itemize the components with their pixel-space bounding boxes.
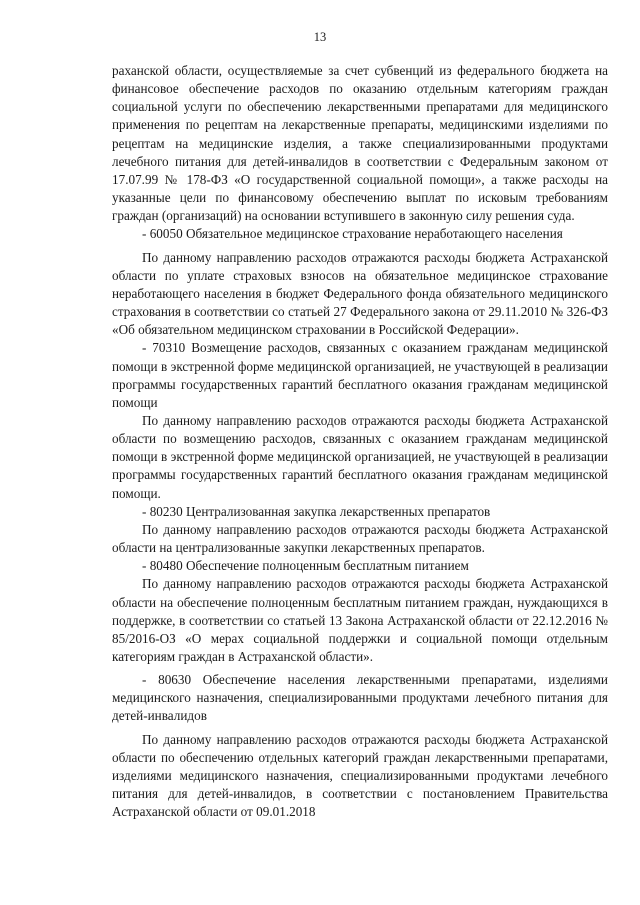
paragraph-80630-description: По данному направлению расходов отражаются расходы бюджета Астраханской области по обеспечению отдельных категорий граждан лекарственными препаратами, изделиями медицинского назначения, специализированными продуктами лечебного питания для детей-инвалидов, в соответствии с постановлением Правительства Астраханской области от 09.01.2018 [112,731,608,820]
section-heading-80480: - 80480 Обеспечение полноценным бесплатным питанием [142,558,469,574]
paragraph-60050-description: По данному направлению расходов отражаются расходы бюджета Астраханской области по уплате страховых взносов на обязательное медицинское страхование неработающего населения в бюджет Федерального фонда обязательного медицинского страхования в соответствии со статьей 27 Федерального закона от 29.11.2010 № 326-ФЗ «Об обязательном медицинском страховании в Российской Федерации». [112,249,608,338]
paragraph-continuation: раханской области, осуществляемые за счет субвенций из федерального бюджета на финансовое обеспечение расходов по оказанию отдельным категориям граждан социальной услуги по обеспечению лекарственными препаратами для медицинского применения по рецептам на лекарственные препараты, медицинскими изделиями по рецептам на медицинские изделия, а также специализированными продуктами лечебного питания для детей-инвалидов в соответствии с Федеральным законом от 17.07.99 № 178-ФЗ «О государственной социальной помощи», а также расходы на указанные цели по финансовому обеспечению выплат по исковым требованиям граждан (организаций) на основании вступившего в законную силу решения суда. [112,63,608,224]
paragraph-80230-description: По данному направлению расходов отражаются расходы бюджета Астраханской области на централизованные закупки лекарственных препаратов. [112,521,608,556]
section-heading-70310: - 70310 Возмещение расходов, связанных с оказанием гражданам медицинской помощи в экстренной форме медицинской организацией, не участвующей в реализации программы государственных гарантий бесплатного оказания гражданам медицинской помощи [112,340,608,410]
paragraph-80480-description: По данному направлению расходов отражаются расходы бюджета Астраханской области на обеспечение полноценным бесплатным питанием граждан, нуждающихся в поддержке, в соответствии со статьей 13 Закона Астраханской области от 22.12.2016 № 85/2016-ОЗ «О мерах социальной поддержки и социальной помощи отдельным категориям граждан в Астраханской области». [112,576,608,664]
paragraph-70310-description: По данному направлению расходов отражаются расходы бюджета Астраханской области по возмещению расходов, связанных с оказанием гражданам медицинской помощи в экстренной форме медицинской организацией, не участвующей в реализации программы государственных гарантий бесплатного оказания гражданам медицинской помощи. [112,412,608,501]
document-body [112,62,608,821]
page-number: 13 [313,30,327,44]
section-heading-80630: - 80630 Обеспечение населения лекарственными препаратами, изделиями медицинского назначения, специализированными продуктами лечебного питания для детей-инвалидов [112,672,608,724]
section-heading-60050: - 60050 Обязательное медицинское страхование неработающего населения [142,226,563,242]
section-heading-80230: - 80230 Централизованная закупка лекарственных препаратов [142,503,491,519]
